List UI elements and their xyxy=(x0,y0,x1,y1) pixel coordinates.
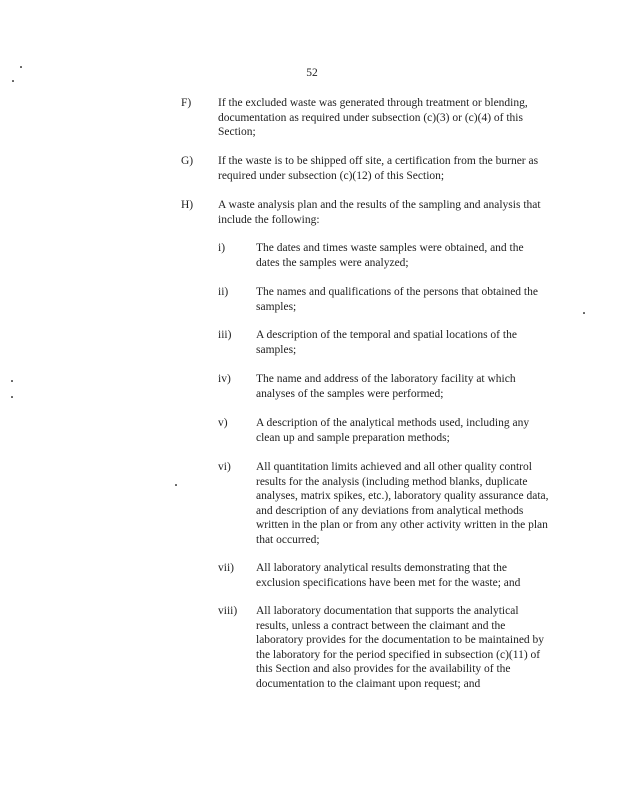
item-label: G) xyxy=(181,155,194,167)
scan-speck xyxy=(175,484,177,486)
subitem-label: vi) xyxy=(218,461,231,473)
item-label: H) xyxy=(181,199,194,211)
subitem-label: viii) xyxy=(218,605,238,617)
subitem-text: A description of the temporal and spatial locations of the samples; xyxy=(256,329,517,356)
scan-speck xyxy=(20,66,22,68)
subitem-label: iv) xyxy=(218,373,231,385)
subitem-text: All quantitation limits achieved and all other quality control results for the analysis (including method blanks, duplicate analyses, matrix spikes, etc.), laboratory quality assurance data, and description of any deviations from analytical methods written in the plan or from any other activity written in the plan that occurred; xyxy=(256,461,549,546)
scan-speck xyxy=(11,396,13,398)
subitem-label: vii) xyxy=(218,562,234,574)
item-text: A waste analysis plan and the results of the sampling and analysis that include the following: xyxy=(218,199,541,226)
subitem-text: The names and qualifications of the persons that obtained the samples; xyxy=(256,286,538,313)
scan-speck xyxy=(11,380,13,382)
subitem-text: The name and address of the laboratory facility at which analyses of the samples were performed; xyxy=(256,373,516,400)
page-number: 52 xyxy=(306,67,318,79)
item-text: If the waste is to be shipped off site, a certification from the burner as required under subsection (c)(12) of this Section; xyxy=(218,155,539,182)
subitem-text: All laboratory documentation that supports the analytical results, unless a contract between the claimant and the laboratory provides for the documentation to be maintained by the laboratory for the period specified in subsection (c)(11) of this Section and also provides for the availability of the documentation to the claimant upon request; and xyxy=(256,605,545,690)
subitem-label: ii) xyxy=(218,286,229,298)
scan-speck xyxy=(12,80,14,82)
subitem-text: The dates and times waste samples were obtained, and the dates the samples were analyzed; xyxy=(256,242,524,269)
item-label: F) xyxy=(181,97,192,109)
subitem-text: All laboratory analytical results demonstrating that the exclusion specifications have been met for the waste; and xyxy=(256,562,521,589)
item-text: If the excluded waste was generated through treatment or blending, documentation as required under subsection (c)(3) or (c)(4) of this Section; xyxy=(218,97,528,139)
subitem-label: iii) xyxy=(218,329,232,341)
subitem-text: A description of the analytical methods used, including any clean up and sample preparation methods; xyxy=(256,417,530,444)
subitem-label: v) xyxy=(218,417,228,429)
subitem-label: i) xyxy=(218,242,226,254)
scan-speck xyxy=(583,312,585,314)
